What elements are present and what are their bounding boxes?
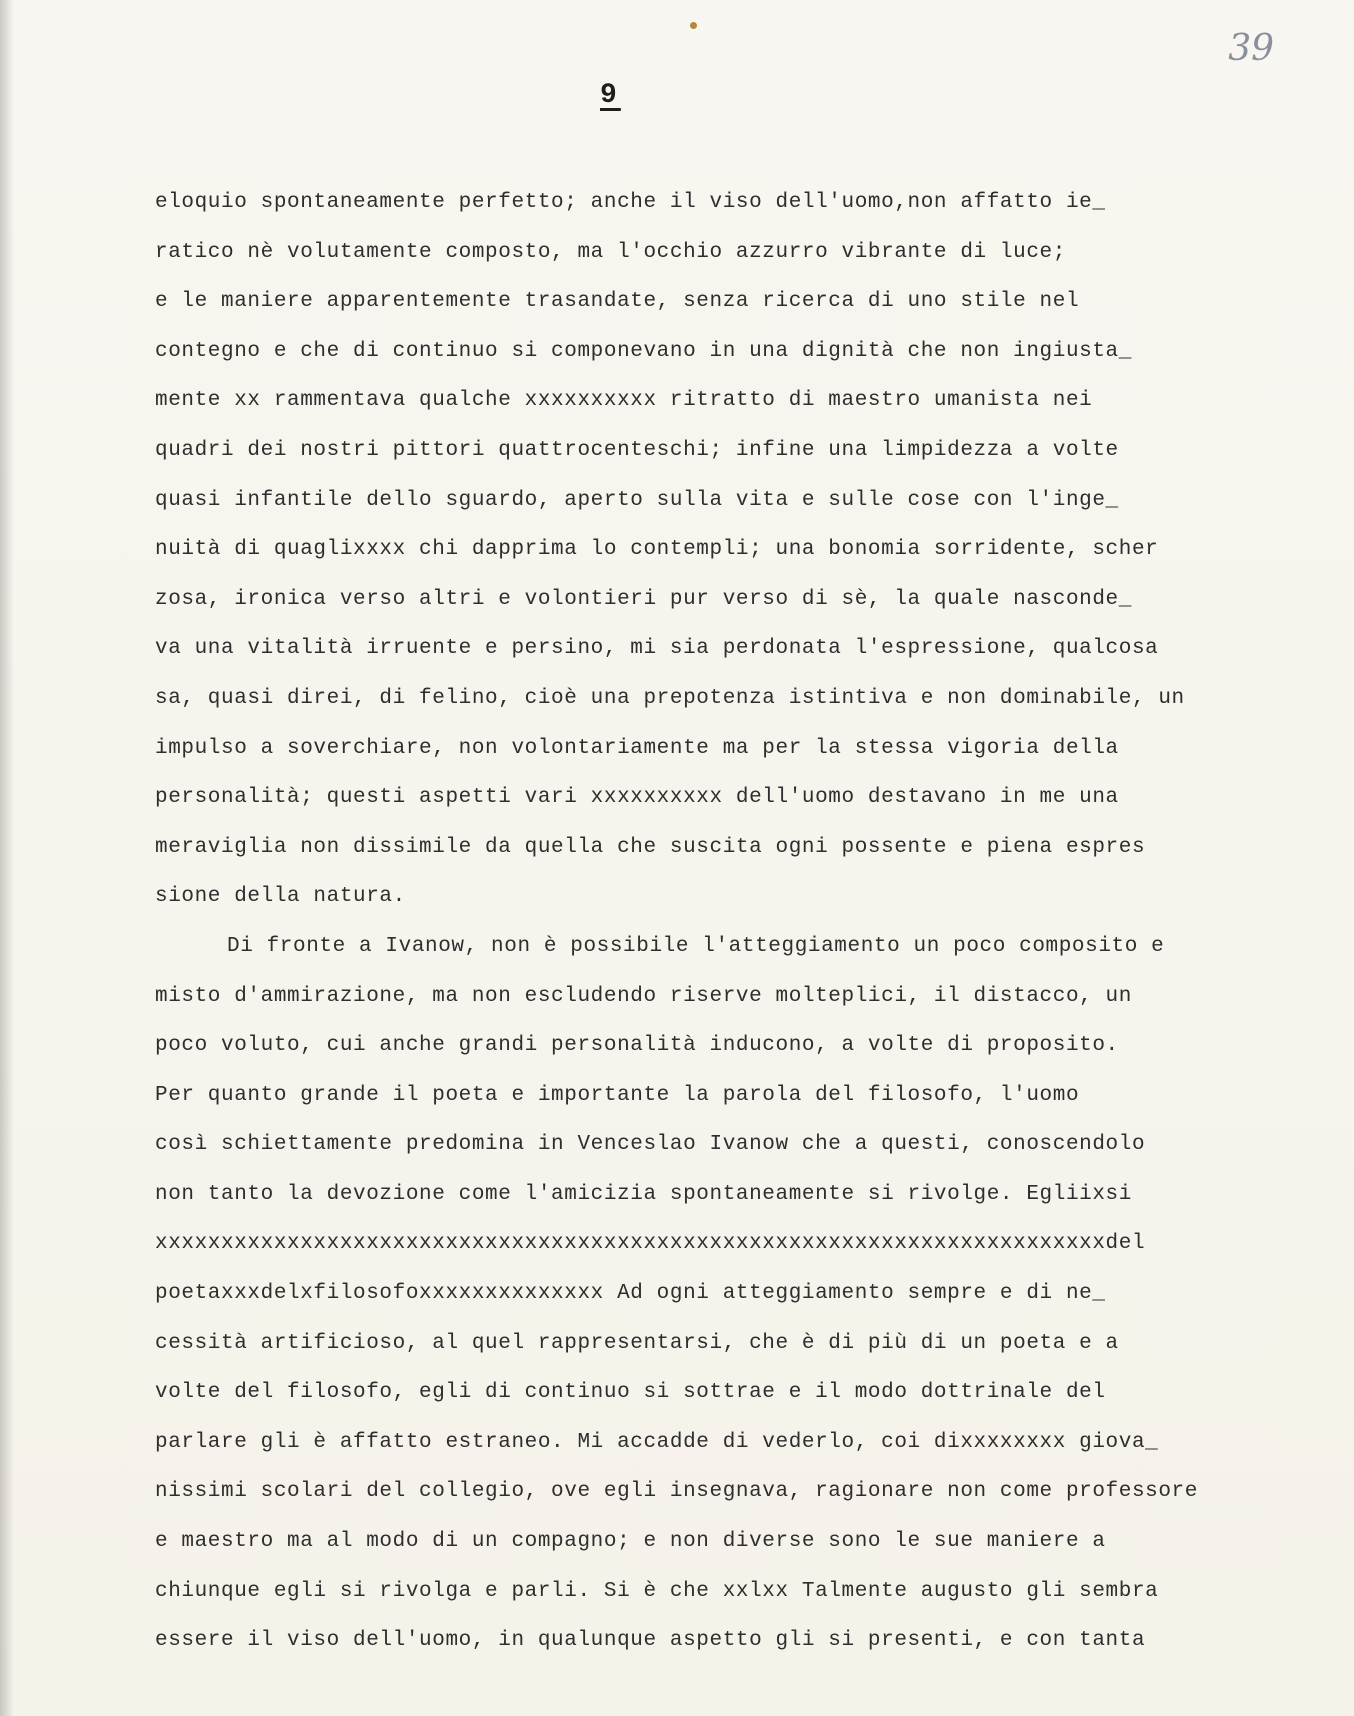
- typewritten-text: [155, 178, 1265, 1666]
- text-line: e maestro ma al modo di un compagno; e non diverse sono le sue maniere a: [155, 1530, 1106, 1554]
- text-line: così schiettamente predomina in Venceslao Ivanow che a questi, conoscendolo: [155, 1133, 1146, 1157]
- text-line: cessità artificioso, al quel rappresentarsi, che è di più di un poeta e a: [155, 1331, 1119, 1355]
- text-line: poetaxxxdelxfilosofoxxxxxxxxxxxxxx Ad ogni atteggiamento sempre e di ne_: [155, 1282, 1106, 1306]
- text-line: meraviglia non dissimile da quella che suscita ogni possente e piena espres: [155, 835, 1146, 859]
- text-line: nissimi scolari del collegio, ove egli insegnava, ragionare non come professore: [155, 1480, 1198, 1504]
- page-fold-shadow: [0, 0, 14, 1716]
- text-line: va una vitalità irruente e persino, mi sia perdonata l'espressione, qualcosa: [155, 637, 1159, 661]
- text-line: eloquio spontaneamente perfetto; anche il viso dell'uomo,non affatto ie_: [155, 191, 1106, 214]
- text-line: zosa, ironica verso altri e volontieri pur verso di sè, la quale nasconde_: [155, 587, 1132, 611]
- text-line: parlare gli è affatto estraneo. Mi accadde di vederlo, coi dixxxxxxxx giova_: [155, 1430, 1159, 1454]
- text-line: Di fronte a Ivanow, non è possibile l'atteggiamento un poco composito e: [227, 934, 1165, 958]
- archive-number: 39: [1228, 28, 1274, 69]
- text-line: Per quanto grande il poeta e importante la parola del filosofo, l'uomo: [155, 1083, 1080, 1107]
- text-line: volte del filosofo, egli di continuo si sottrae e il modo dottrinale del: [155, 1381, 1106, 1405]
- ink-dot: [690, 22, 697, 29]
- text-line: sione della natura.: [155, 885, 406, 909]
- text-line: quadri dei nostri pittori quattrocenteschi; infine una limpidezza a volte: [155, 438, 1119, 462]
- text-line: contegno e che di continuo si componevano in una dignità che non ingiusta_: [155, 339, 1132, 363]
- text-line: personalità; questi aspetti vari xxxxxxxxxx dell'uomo destavano in me una: [155, 786, 1119, 810]
- text-line: chiunque egli si rivolga e parli. Si è che xxlxx Talmente augusto gli sembra: [155, 1579, 1159, 1603]
- text-line: quasi infantile dello sguardo, aperto sulla vita e sulle cose con l'inge_: [155, 488, 1119, 512]
- text-line: ratico nè volutamente composto, ma l'occhio azzurro vibrante di luce;: [155, 240, 1066, 264]
- text-line: mente xx rammentava qualche xxxxxxxxxx ritratto di maestro umanista nei: [155, 389, 1093, 413]
- text-line: nuità di quaglixxxx chi dapprima lo contempli; una bonomia sorridente, scher: [155, 538, 1159, 562]
- text-line: misto d'ammirazione, ma non escludendo riserve molteplici, il distacco, un: [155, 984, 1132, 1008]
- text-line: poco voluto, cui anche grandi personalità inducono, a volte di proposito.: [155, 1034, 1119, 1058]
- text-line: xxxxxxxxxxxxxxxxxxxxxxxxxxxxxxxxxxxxxxxxxxxxxxxxxxxxxxxxxxxxxxxxxxxxxxxxdel: [155, 1232, 1146, 1256]
- text-line: non tanto la devozione come l'amicizia spontaneamente si rivolge. Egliixsi: [155, 1182, 1132, 1206]
- text-line: e le maniere apparentemente trasandate, senza ricerca di uno stile nel: [155, 290, 1080, 314]
- text-line: impulso a soverchiare, non volontariamente ma per la stessa vigoria della: [155, 736, 1119, 760]
- text-line: essere il viso dell'uomo, in qualunque aspetto gli si presenti, e con tanta: [155, 1629, 1146, 1653]
- page-number: 9: [600, 80, 621, 111]
- text-line: sa, quasi direi, di felino, cioè una prepotenza istintiva e non dominabile, un: [155, 686, 1185, 710]
